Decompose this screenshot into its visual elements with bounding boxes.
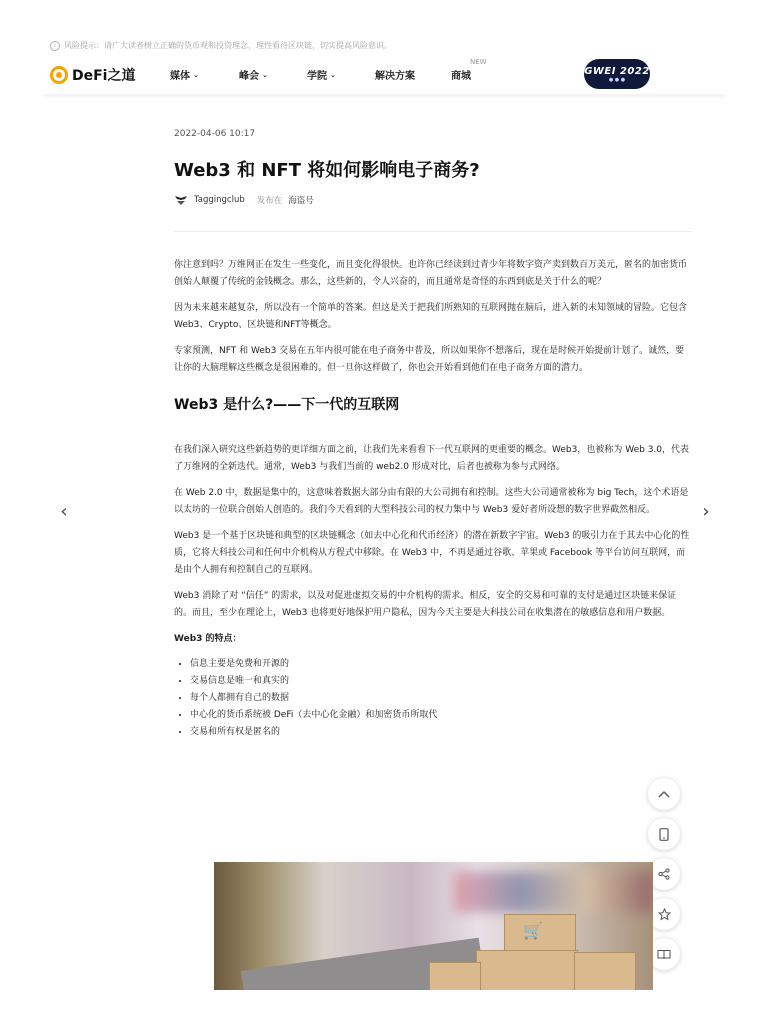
nav-item-store[interactable] (451, 67, 471, 82)
scroll-top-button[interactable] (648, 778, 680, 810)
list-item: • 信息主要是免费和开源的 (190, 656, 692, 673)
event-badge-dots: ● ● ● (608, 76, 626, 83)
nav-label: 商城 (451, 71, 471, 82)
nav-item-academy[interactable] (307, 67, 336, 82)
paragraph: 你注意到吗？万维网正在发生一些变化，而且变化得很快。也许你已经读到过青少年将数字资产卖到数百万美元，匿名的加密货币创始人颠覆了传统的金钱概念。那么，这些新的，令人兴奋的，而且通常是奇怪的东西到底是关于什么的呢？ (174, 260, 688, 287)
features-list (174, 656, 692, 741)
list-item: • 中心化的货币系统被 DeFi（去中心化金融）和加密货币所取代 (190, 707, 692, 724)
nav-item-summit[interactable] (239, 67, 268, 82)
chevron-up-icon (658, 790, 670, 798)
paragraph: 专家预测，NFT 和 Web3 交易在五年内很可能在电子商务中普及，所以如果你不想落后，现在是时候开始提前计划了。诚然，要让你的大脑理解这些概念是很困难的。但一旦你这样做了，你也会开始看到他们在电子商务方面的潜力。 (174, 346, 685, 373)
features-heading: Web3 的特点： (174, 634, 242, 644)
book-icon (657, 949, 671, 960)
new-badge: NEW (470, 58, 487, 66)
chevron-right-icon[interactable]: › (702, 501, 710, 522)
paragraph: 在 Web 2.0 中，数据是集中的，这意味着数据大部分由有限的大公司拥有和控制。这些大公司通常被称为 big Tech，这个术语是以太坊的一位联合创始人创造的。我们今天看到的大型科技公司的权力集中与 Web3 爱好者所设想的数字世界截然相反。 (174, 488, 689, 515)
site-logo[interactable] (50, 65, 135, 85)
chevron-down-icon: ⌄ (330, 70, 336, 79)
article-title: Web3 和 NFT 将如何影响电子商务? (174, 160, 480, 181)
risk-notice (50, 40, 392, 51)
nav-label: 解决方案 (375, 71, 415, 82)
chevron-down-icon: ⌄ (193, 70, 199, 79)
nav-label: 媒体 (170, 71, 190, 82)
list-item: • 交易和所有权是匿名的 (190, 724, 692, 741)
list-item: • 交易信息是唯一和真实的 (190, 673, 692, 690)
paragraph: Web3 消除了对 “信任” 的需求，以及对促进虚拟交易的中介机构的需求。相反，安全的交易和可靠的支付是通过区块链来保证的。而且，至少在理论上，Web3 也将更好地保护用户隐私，因为今天主要是大科技公司在收集潜在的敏感信息和用户数据。 (174, 591, 677, 618)
paragraph: 因为未来越来越复杂，所以没有一个简单的答案。但这是关于把我们所熟知的互联网抛在脑后，进入新的未知领域的冒险。它包含 Web3、Crypto、区块链和NFT等概念。 (174, 303, 688, 330)
nav-item-media[interactable] (170, 67, 199, 82)
nav-item-solutions[interactable] (375, 67, 415, 82)
share-icon (658, 868, 670, 880)
risk-notice-text: 风险提示：请广大读者树立正确的货币观和投资理念，理性看待区块链，切实提高风险意识。 (64, 41, 392, 50)
article-body (174, 257, 692, 741)
nav-label: 学院 (307, 71, 327, 82)
shipping-box (429, 962, 481, 990)
chevron-down-icon: ⌄ (262, 70, 268, 79)
nav-label: 峰会 (239, 71, 259, 82)
logo-text: DeFi之道 (72, 68, 136, 84)
site-header (38, 52, 732, 94)
article-image (214, 862, 653, 990)
article-date: 2022-04-06 10:17 (174, 129, 256, 139)
author-avatar-icon (174, 194, 188, 206)
info-icon: i (50, 41, 60, 51)
background-blur (454, 872, 653, 912)
paragraph: 在我们深入研究这些新趋势的更详细方面之前，让我们先来看看下一代互联网的更重要的概念。Web3，也被称为 Web 3.0，代表了万维网的全新迭代。通常，Web3 与我们当前的 web2.0 形成对比，后者也被称为参与式网络。 (174, 445, 690, 472)
paragraph: Web3 是一个基于区块链和典型的区块链概念（如去中心化和代币经济）的潜在新数字宇宙。Web3 的吸引力在于其去中心化的性质，它将大科技公司和任何中介机构从方程式中移除。在 Web3 中，不再是通过谷歌、苹果或 Facebook 等平台访问互联网，而是由个人拥有和控制自己的互联网。 (174, 531, 690, 575)
mobile-view-button[interactable] (648, 818, 680, 850)
author-name[interactable]: Taggingclub (194, 195, 245, 205)
published-in-label: 发布在 (256, 196, 283, 206)
defi-logo-icon (50, 66, 68, 84)
chevron-left-icon[interactable]: ‹ (60, 501, 68, 522)
mobile-icon (659, 828, 669, 841)
shipping-box (476, 950, 578, 990)
section-heading: Web3 是什么?——下一代的互联网 (174, 397, 400, 413)
divider (174, 231, 692, 232)
star-icon (658, 908, 671, 921)
list-item: • 每个人都拥有自己的数据 (190, 690, 692, 707)
author-line (174, 194, 314, 206)
channel-link[interactable]: 海盗号 (288, 196, 314, 206)
cart-icon: 🛒 (523, 921, 543, 940)
event-badge-text: GWEI 2022 (584, 65, 650, 77)
gwei-event-badge[interactable] (584, 59, 650, 89)
shipping-box (574, 952, 636, 990)
